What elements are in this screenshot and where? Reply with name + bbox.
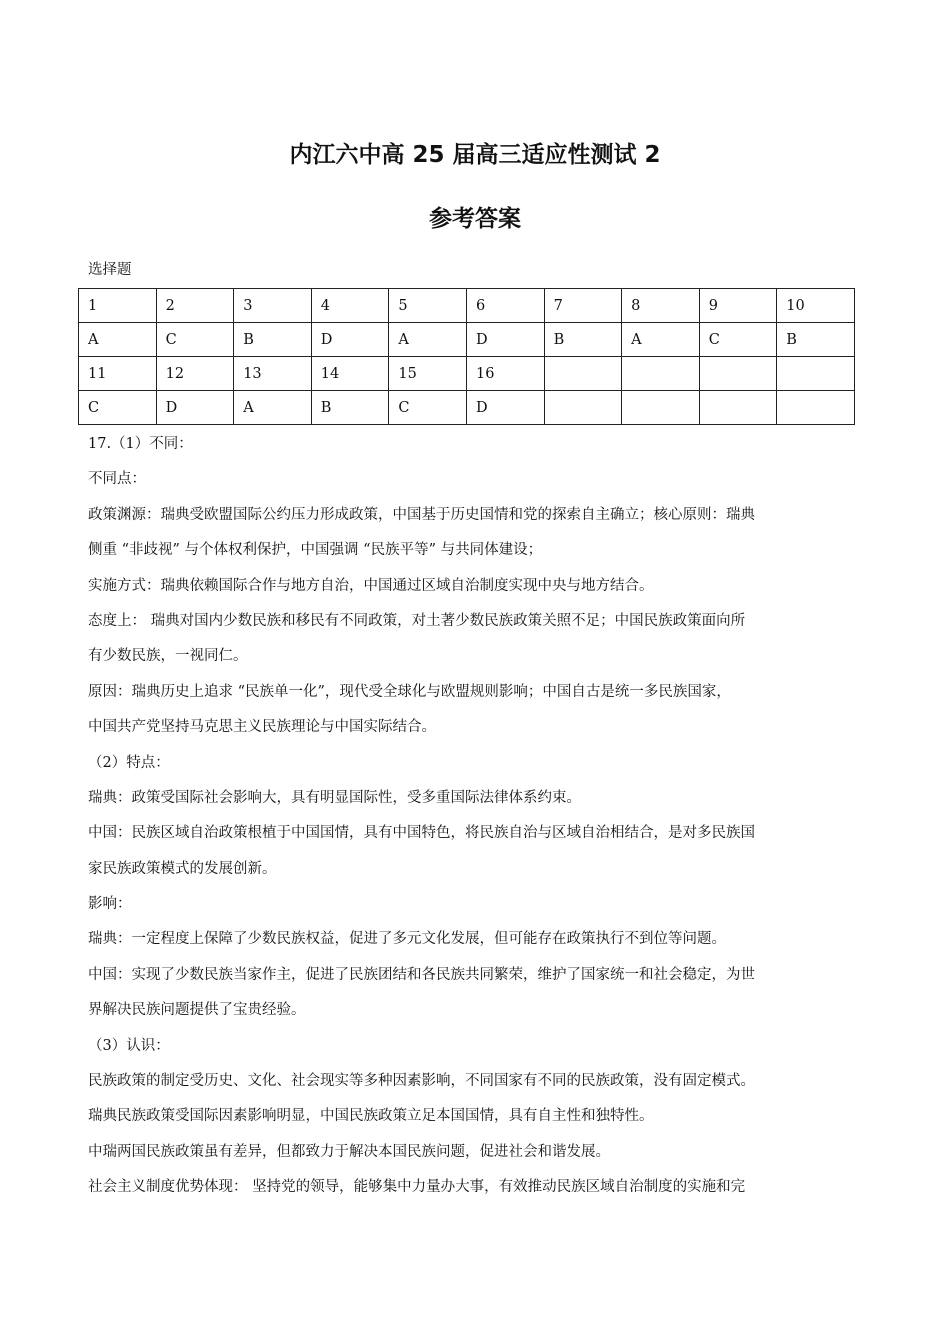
table-cell: C <box>389 391 467 425</box>
table-cell: A <box>234 391 312 425</box>
text-line: 中瑞两国民族政策虽有差异，但都致力于解决本国民族问题，促进社会和谐发展。 <box>88 1143 610 1160</box>
table-cell <box>777 357 855 391</box>
table-cell: D <box>466 391 544 425</box>
text-line: 瑞典：政策受国际社会影响大，具有明显国际性，受多重国际法律体系约束。 <box>88 789 581 806</box>
text-line: 中国：实现了少数民族当家作主，促进了民族团结和各民族共同繁荣，维护了国家统一和社会稳定，为世 <box>88 966 755 983</box>
table-cell: A <box>622 323 700 357</box>
text-line: 政策渊源：瑞典受欧盟国际公约压力形成政策，中国基于历史国情和党的探索自主确立；核心原则：瑞典 <box>88 506 755 523</box>
table-cell <box>699 357 777 391</box>
table-cell <box>622 357 700 391</box>
table-cell: 7 <box>544 289 622 323</box>
document-subtitle: 参考答案 <box>429 206 521 232</box>
text-line: 社会主义制度优势体现： 坚持党的领导，能够集中力量办大事，有效推动民族区域自治制度的实施和完 <box>88 1179 746 1196</box>
table-cell: 12 <box>156 357 234 391</box>
table-cell: 16 <box>466 357 544 391</box>
text-line: 不同点： <box>88 471 146 488</box>
text-line: 民族政策的制定受历史、文化、社会现实等多种因素影响，不同国家有不同的民族政策，没有固定模式。 <box>88 1073 755 1090</box>
text-line: 中国：民族区域自治政策根植于中国国情，具有中国特色，将民族自治与区域自治相结合，是对多民族国 <box>88 825 755 842</box>
text-line: 原因：瑞典历史上追求 “民族单一化”，现代受全球化与欧盟规则影响；中国自古是统一多民族国家， <box>88 683 731 700</box>
table-cell: B <box>544 323 622 357</box>
text-line: 中国共产党坚持马克思主义民族理论与中国实际结合。 <box>88 719 436 736</box>
table-row <box>79 357 855 391</box>
table-cell: 11 <box>79 357 157 391</box>
table-cell: B <box>311 391 389 425</box>
text-line: 家民族政策模式的发展创新。 <box>88 860 277 877</box>
section-label: 选择题 <box>88 262 132 278</box>
text-line: 有少数民族，一视同仁。 <box>88 648 248 665</box>
text-line: （3）认识： <box>88 1037 170 1054</box>
table-cell: 1 <box>79 289 157 323</box>
text-line: 实施方式：瑞典依赖国际合作与地方自治，中国通过区域自治制度实现中央与地方结合。 <box>88 577 654 594</box>
document-title: 内江六中高 25 届高三适应性测试 2 <box>289 142 661 168</box>
table-cell: 9 <box>699 289 777 323</box>
table-cell: 5 <box>389 289 467 323</box>
table-cell: 8 <box>622 289 700 323</box>
answer-text <box>88 431 864 1210</box>
text-line: 瑞典：一定程度上保障了少数民族权益，促进了多元文化发展，但可能存在政策执行不到位等问题。 <box>88 931 726 948</box>
table-cell: 10 <box>777 289 855 323</box>
table-cell: 2 <box>156 289 234 323</box>
text-line: （2）特点： <box>88 754 170 771</box>
table-cell: A <box>79 323 157 357</box>
table-row <box>79 323 855 357</box>
text-line: 界解决民族问题提供了宝贵经验。 <box>88 1002 306 1019</box>
text-line: 侧重 “非歧视” 与个体权利保护，中国强调 “民族平等” 与共同体建设； <box>88 542 543 559</box>
table-cell: C <box>699 323 777 357</box>
table-cell: D <box>156 391 234 425</box>
table-cell: 13 <box>234 357 312 391</box>
table-cell <box>699 391 777 425</box>
table-cell <box>622 391 700 425</box>
table-row <box>79 289 855 323</box>
table-cell: D <box>466 323 544 357</box>
table-cell: 14 <box>311 357 389 391</box>
table-cell: 6 <box>466 289 544 323</box>
table-cell <box>544 391 622 425</box>
table-row <box>79 391 855 425</box>
text-line: 态度上： 瑞典对国内少数民族和移民有不同政策，对土著少数民族政策关照不足；中国民族政策面向所 <box>88 612 746 629</box>
table-cell: D <box>311 323 389 357</box>
table-cell: C <box>156 323 234 357</box>
text-line: 17.（1）不同： <box>88 436 193 452</box>
table-cell: B <box>234 323 312 357</box>
table-cell: A <box>389 323 467 357</box>
table-cell: 4 <box>311 289 389 323</box>
answer-table <box>78 288 855 425</box>
table-cell: 3 <box>234 289 312 323</box>
table-cell: B <box>777 323 855 357</box>
table-cell <box>777 391 855 425</box>
text-line: 瑞典民族政策受国际因素影响明显，中国民族政策立足本国国情，具有自主性和独特性。 <box>88 1108 654 1125</box>
table-cell <box>544 357 622 391</box>
text-line: 影响： <box>88 896 132 913</box>
table-cell: C <box>79 391 157 425</box>
table-cell: 15 <box>389 357 467 391</box>
